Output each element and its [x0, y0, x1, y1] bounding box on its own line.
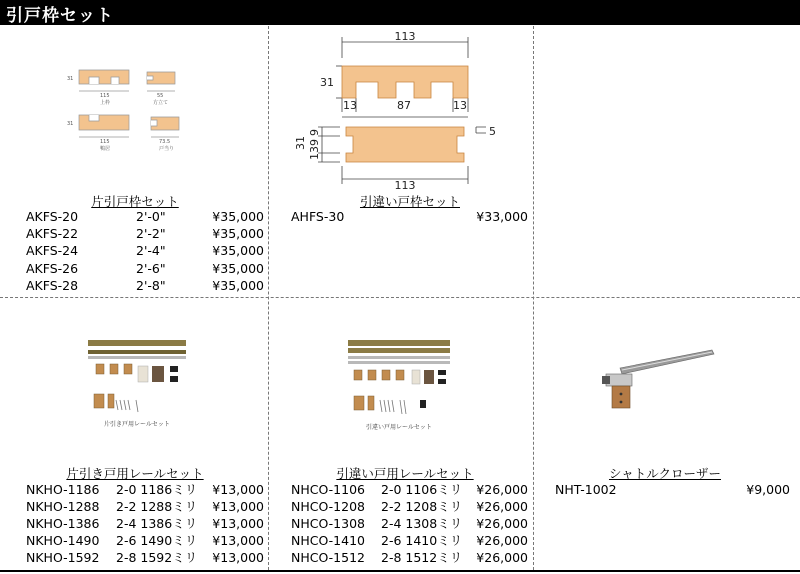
- nhco-size: 2-2 1208ミリ: [381, 499, 463, 514]
- akfs-code: AKFS-22: [26, 226, 79, 242]
- ahfs-price: ¥33,000: [476, 209, 528, 224]
- nhco-code: NHCO-1410: [291, 533, 365, 548]
- akfs-price: ¥35,000: [212, 209, 264, 224]
- nkho-row: [26, 549, 264, 566]
- akfs-row: [26, 260, 264, 277]
- nkho-size: 2-2 1288ミリ: [116, 499, 198, 514]
- ahfs-title: 引違い戸枠セット: [359, 194, 460, 209]
- nhco-row: [291, 498, 528, 515]
- akfs-code: AKFS-24: [26, 243, 79, 259]
- divider-horizontal: [0, 297, 800, 298]
- akfs-size: 2'-2": [136, 226, 166, 242]
- nkho-code: NKHO-1186: [26, 482, 100, 497]
- akfs-height-label: 31: [67, 76, 74, 82]
- akfs-size: 2'-8": [136, 277, 166, 293]
- akfs-side-width-label: 55: [157, 93, 164, 99]
- ahfs-code: AHFS-30: [291, 209, 345, 224]
- ahfs-dim-top: 113: [394, 32, 416, 43]
- akfs-door-name-label: 戸当り: [159, 146, 175, 152]
- nhco-code: NHCO-1208: [291, 499, 365, 514]
- divider-vertical-1: [268, 26, 269, 570]
- akfs-top-name-label: 上枠: [100, 100, 111, 106]
- akfs-size: 2'-0": [136, 209, 166, 224]
- nkho-price: ¥13,000: [212, 482, 264, 497]
- akfs-code: AKFS-20: [26, 209, 79, 224]
- akfs-code: AKFS-26: [26, 260, 79, 276]
- nkho-row: [26, 515, 264, 532]
- bottom-rule: [0, 570, 800, 572]
- nhco-price: ¥26,000: [476, 482, 528, 497]
- page-title: 引戸枠セット: [6, 6, 114, 26]
- nhco-row: [291, 549, 528, 566]
- ahfs-dim-right: 13: [453, 99, 467, 112]
- akfs-head-profile: [79, 115, 129, 130]
- nkho-price: ¥13,000: [212, 499, 264, 514]
- nhco-row: [291, 515, 528, 532]
- akfs-height-label-2: 31: [67, 121, 74, 127]
- nhco-price: ¥26,000: [476, 516, 528, 531]
- ahfs-dim-middle: 87: [397, 99, 411, 112]
- nht-price: ¥9,000: [746, 482, 790, 497]
- akfs-door-width-label: 73.5: [159, 139, 171, 145]
- akfs-bottom-width-label: 115: [100, 139, 110, 145]
- nhco-row: [291, 532, 528, 549]
- nhco-price: ¥26,000: [476, 550, 528, 565]
- ahfs-bottom-profile: [346, 127, 464, 162]
- nhco-code: NHCO-1308: [291, 516, 365, 531]
- nht-shuttle-closer-image: [600, 346, 722, 416]
- nht-row: [555, 481, 790, 498]
- nkho-size: 2-4 1386ミリ: [116, 516, 198, 531]
- akfs-title: 片引戸枠セット: [91, 194, 179, 209]
- ahfs-dim-left: 13: [343, 99, 357, 112]
- akfs-side-name-label: 方立て: [153, 100, 169, 106]
- akfs-top-width-label: 115: [100, 93, 110, 99]
- akfs-price: ¥35,000: [212, 243, 264, 259]
- nhco-price: ¥26,000: [476, 533, 528, 548]
- divider-vertical-2: [533, 26, 534, 570]
- ahfs-dim-groove: 5: [489, 125, 496, 138]
- nkho-price: ¥13,000: [212, 533, 264, 548]
- header-bar: [0, 0, 800, 25]
- akfs-row: [26, 242, 264, 259]
- nkho-price: ¥13,000: [212, 550, 264, 565]
- ahfs-profile-drawing: [290, 32, 520, 190]
- akfs-row: [26, 225, 264, 242]
- akfs-size: 2'-4": [136, 243, 166, 259]
- nhco-size: 2-6 1410ミリ: [381, 533, 463, 548]
- nkho-image-caption: 片引き戸用レールセット: [104, 421, 170, 428]
- nkho-code: NKHO-1592: [26, 550, 100, 565]
- ahfs-dim-bottom: 113: [394, 179, 416, 190]
- ahfs-dim-side-139: 139: [308, 139, 321, 160]
- nkho-title: 片引き戸用レールセット: [66, 466, 204, 481]
- nkho-code: NKHO-1288: [26, 499, 100, 514]
- nht-title: シャトルクローザー: [608, 466, 721, 481]
- nhco-size: 2-8 1512ミリ: [381, 550, 463, 565]
- akfs-row: [26, 208, 264, 225]
- nkho-code: NKHO-1386: [26, 516, 100, 531]
- ahfs-dim-height: 31: [320, 76, 334, 89]
- nhco-price: ¥26,000: [476, 499, 528, 514]
- nhco-size: 2-0 1106ミリ: [381, 482, 463, 497]
- nkho-size: 2-0 1186ミリ: [116, 482, 198, 497]
- akfs-size: 2'-6": [136, 260, 166, 276]
- ahfs-row: [291, 208, 528, 225]
- nkho-row: [26, 481, 264, 498]
- nkho-rail-set-image: [86, 336, 188, 432]
- nht-code: NHT-1002: [555, 482, 617, 497]
- akfs-price: ¥35,000: [212, 277, 264, 293]
- nhco-code: NHCO-1106: [291, 482, 365, 497]
- nkho-size: 2-6 1490ミリ: [116, 533, 198, 548]
- akfs-row: [26, 277, 264, 294]
- nhco-title: 引違い戸用レールセット: [336, 466, 474, 481]
- akfs-profile-drawing: [55, 60, 215, 155]
- nkho-row: [26, 532, 264, 549]
- akfs-price: ¥35,000: [212, 260, 264, 276]
- nhco-size: 2-4 1308ミリ: [381, 516, 463, 531]
- ahfs-top-profile: [342, 66, 468, 98]
- nhco-code: NHCO-1512: [291, 550, 365, 565]
- nkho-size: 2-8 1592ミリ: [116, 550, 198, 565]
- akfs-code: AKFS-28: [26, 277, 79, 293]
- ahfs-dim-side-31: 31: [294, 136, 307, 150]
- nhco-row: [291, 481, 528, 498]
- akfs-top-frame-profile: [79, 70, 129, 84]
- ahfs-dim-side-9: 9: [308, 129, 321, 136]
- akfs-bottom-name-label: 鴨居: [100, 146, 111, 152]
- nkho-price: ¥13,000: [212, 516, 264, 531]
- nhco-image-caption: 引違い戸用レールセット: [366, 424, 432, 431]
- nkho-code: NKHO-1490: [26, 533, 100, 548]
- akfs-price: ¥35,000: [212, 226, 264, 242]
- nhco-rail-set-image: [346, 336, 452, 434]
- nkho-row: [26, 498, 264, 515]
